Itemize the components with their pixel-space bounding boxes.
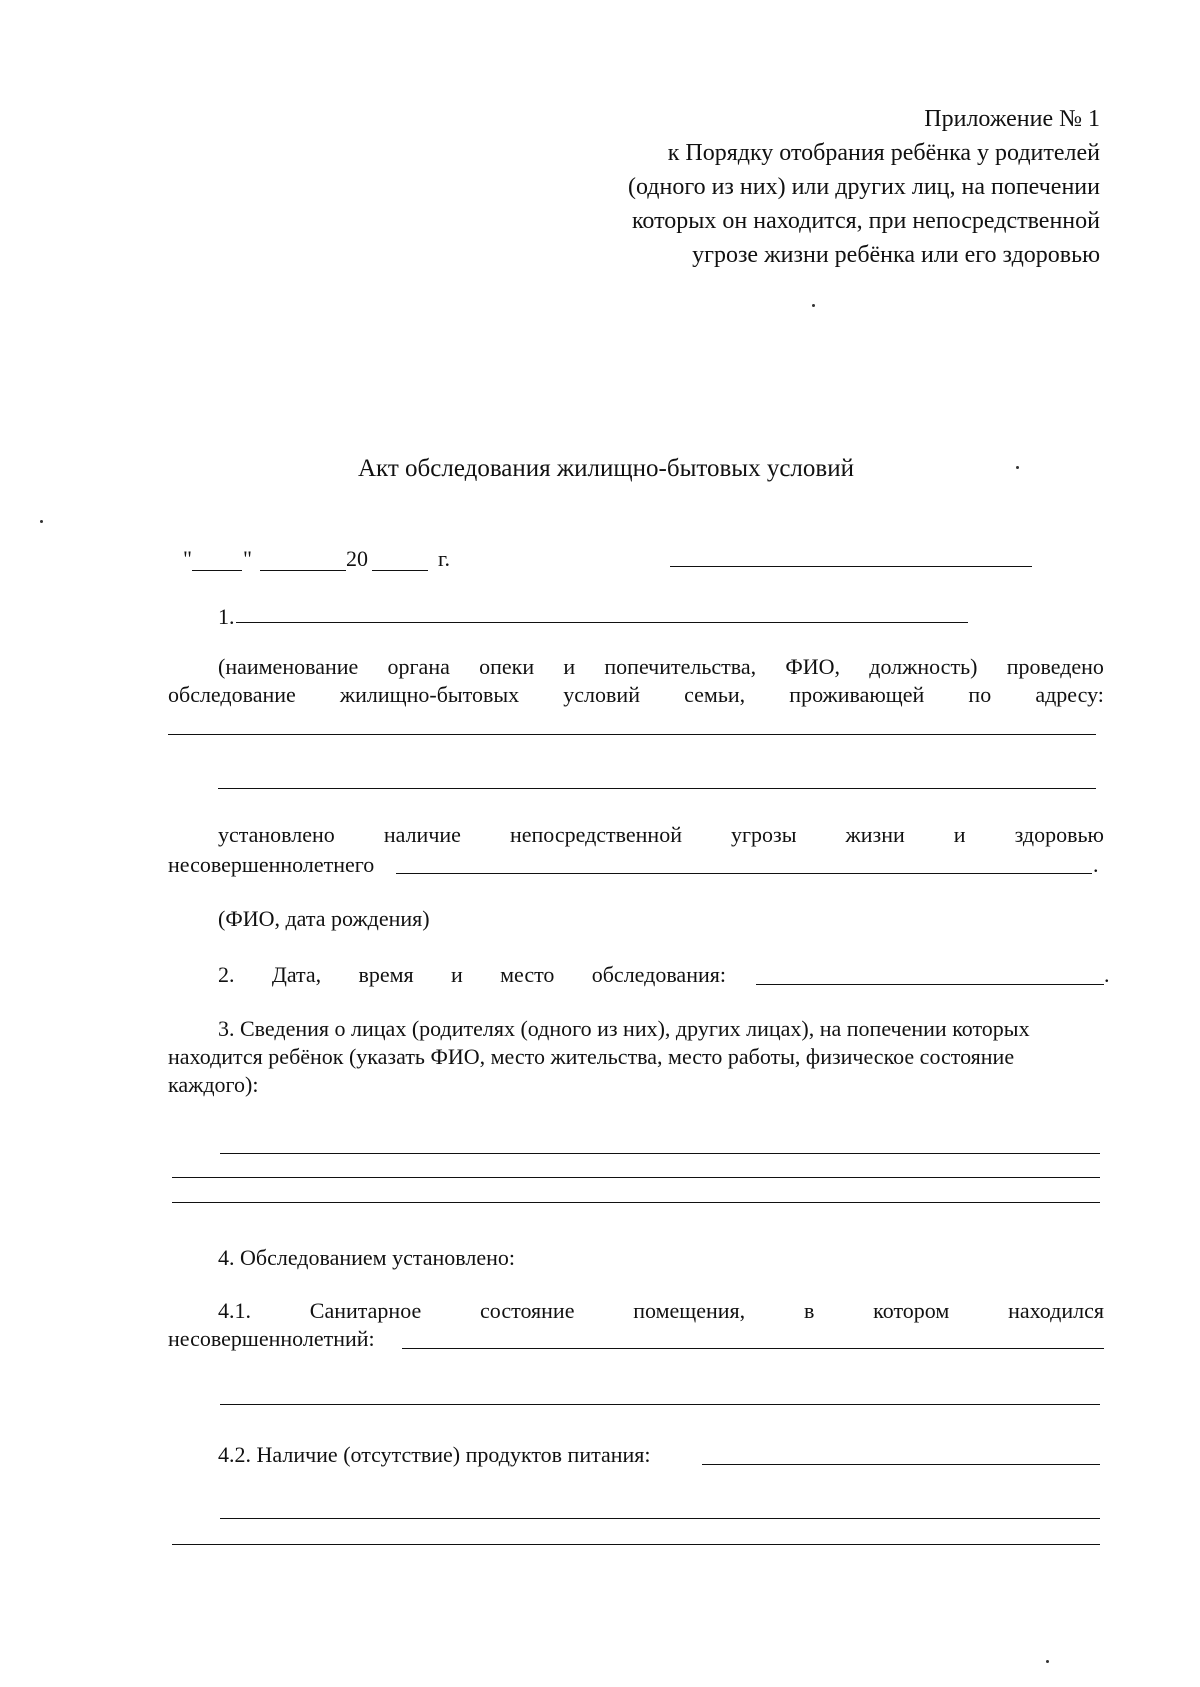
month-blank[interactable] — [260, 570, 346, 571]
year-blank[interactable] — [372, 570, 428, 571]
word: место — [500, 962, 555, 987]
word: время — [358, 962, 414, 987]
scan-speck — [40, 520, 43, 523]
item-4-1-blank-1[interactable] — [402, 1348, 1104, 1349]
word: по — [968, 682, 992, 707]
item-1-line-b — [168, 682, 1104, 708]
item-2-blank[interactable] — [756, 984, 1104, 985]
item-3-line-2: находится ребёнок (указать ФИО, место жительства, место работы, физическое состояние — [168, 1044, 1015, 1069]
annex-line-3: (одного из них) или других лиц, на попечении — [627, 174, 1100, 200]
item-4-2-blank-1[interactable] — [702, 1464, 1100, 1465]
word: адресу: — [1035, 682, 1104, 707]
word: должность) — [869, 654, 978, 679]
word: помещения, — [633, 1298, 746, 1323]
item-4-2-label: 4.2. Наличие (отсутствие) продуктов питания: — [218, 1442, 651, 1467]
item-4-1-label: несовершеннолетний: — [168, 1326, 375, 1351]
word: условий — [563, 682, 640, 707]
item-1-line-c — [218, 822, 1104, 848]
word: (наименование — [218, 654, 359, 679]
word: проживающей — [789, 682, 925, 707]
date-quote-close: " — [243, 546, 252, 571]
item-2-line — [218, 962, 726, 988]
minor-end: . — [1093, 852, 1099, 877]
item-3-blank-3[interactable] — [172, 1202, 1100, 1203]
word: ФИО, — [785, 654, 841, 679]
word: Санитарное — [309, 1298, 422, 1323]
word: непосредственной — [509, 822, 682, 847]
scan-speck — [1016, 466, 1019, 469]
item-1-line-a — [218, 654, 1104, 680]
address-blank-2[interactable] — [218, 788, 1096, 789]
item-4-1-blank-2[interactable] — [220, 1404, 1100, 1405]
word: и — [451, 962, 463, 987]
scan-speck — [1046, 1660, 1049, 1663]
annex-number: Приложение № 1 — [924, 106, 1100, 132]
minor-label: несовершеннолетнего — [168, 852, 375, 877]
word: находился — [1008, 1298, 1104, 1323]
annex-line-2: к Порядку отобрания ребёнка у родителей — [667, 140, 1100, 166]
date-quote-open: " — [183, 546, 192, 571]
word: семьи, — [684, 682, 746, 707]
word: попечительства, — [604, 654, 757, 679]
word: и — [563, 654, 576, 679]
word: котором — [873, 1298, 950, 1323]
fio-hint: (ФИО, дата рождения) — [218, 906, 430, 931]
word: 4.1. — [218, 1298, 251, 1323]
scan-speck — [812, 304, 815, 307]
word: опеки — [479, 654, 535, 679]
word: 2. — [218, 962, 235, 987]
item-1-number: 1. — [218, 604, 235, 629]
word: состояние — [480, 1298, 575, 1323]
word: угрозы — [731, 822, 797, 847]
address-blank-1[interactable] — [168, 734, 1096, 735]
word: жизни — [845, 822, 905, 847]
annex-line-5: угрозе жизни ребёнка или его здоровью — [692, 242, 1100, 268]
item-1-blank[interactable] — [236, 622, 968, 623]
item-4-heading: 4. Обследованием установлено: — [218, 1245, 515, 1270]
minor-blank[interactable] — [396, 873, 1092, 874]
day-blank[interactable] — [192, 570, 242, 571]
annex-line-4: которых он находится, при непосредственной — [631, 208, 1100, 234]
year-suffix: г. — [438, 546, 451, 571]
word: здоровью — [1014, 822, 1104, 847]
word: установлено — [218, 822, 335, 847]
item-2-end: . — [1104, 962, 1110, 987]
item-3-line-3: каждого): — [168, 1072, 259, 1097]
item-4-2-blank-3[interactable] — [172, 1544, 1100, 1545]
item-4-1-line — [218, 1298, 1104, 1324]
item-3-line-1: 3. Сведения о лицах (родителях (одного из них), других лицах), на попечении которых — [218, 1016, 1030, 1041]
item-4-2-blank-2[interactable] — [220, 1518, 1100, 1519]
word: в — [803, 1298, 815, 1323]
document-title: Акт обследования жилищно-бытовых условий — [358, 455, 854, 482]
word: обследования: — [591, 962, 726, 987]
word: обследование — [168, 682, 296, 707]
word: проведено — [1006, 654, 1104, 679]
word: органа — [387, 654, 450, 679]
year-prefix: 20 — [346, 546, 368, 571]
item-3-blank-2[interactable] — [172, 1177, 1100, 1178]
word: и — [953, 822, 966, 847]
word: наличие — [383, 822, 461, 847]
word: жилищно-бытовых — [339, 682, 520, 707]
word: Дата, — [271, 962, 322, 987]
item-3-blank-1[interactable] — [220, 1153, 1100, 1154]
place-blank[interactable] — [670, 566, 1032, 567]
